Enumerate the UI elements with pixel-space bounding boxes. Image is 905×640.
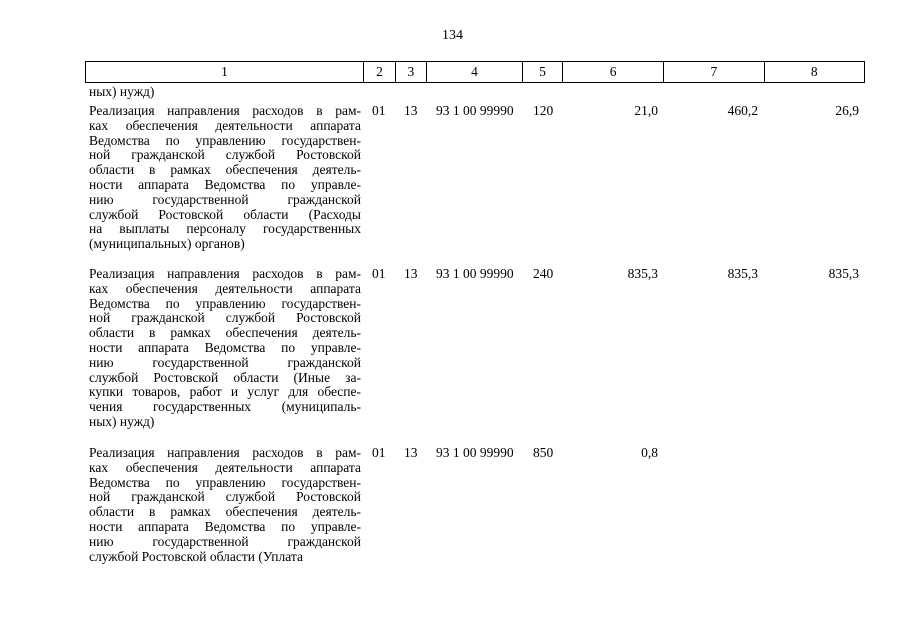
cell-c2: 01 xyxy=(372,445,386,460)
cell-c2: 01 xyxy=(372,103,386,118)
description-line: на выплаты персоналу государственных xyxy=(89,221,361,237)
description-line: Реализация направления расходов в рам- xyxy=(89,103,361,118)
description-line: Реализация направления расходов в рам- xyxy=(89,266,361,281)
cell-c8: 26,9 xyxy=(835,103,859,118)
description-line: Ведомства по управлению государствен- xyxy=(89,474,361,490)
header-col-5: 5 xyxy=(523,62,563,83)
row-description xyxy=(89,446,361,564)
description-line: нию государственной гражданской xyxy=(89,533,361,549)
description-line: (муниципальных) органов) xyxy=(89,236,245,252)
cell-c8: 835,3 xyxy=(828,266,859,281)
cell-c5: 120 xyxy=(533,103,554,118)
header-col-1: 1 xyxy=(86,62,364,83)
cell-c7: 835,3 xyxy=(727,266,758,281)
description-line: Ведомства по управлению государствен- xyxy=(89,132,361,148)
description-line: чения государственных (муниципаль- xyxy=(89,399,361,415)
description-line: нию государственной гражданской xyxy=(89,191,361,207)
description-line: ности аппарата Ведомства по управле- xyxy=(89,176,361,192)
description-line: области в рамках обеспечения деятель- xyxy=(89,325,361,341)
description-line: нию государственной гражданской xyxy=(89,354,361,370)
cell-c6: 21,0 xyxy=(634,103,658,118)
row-description xyxy=(89,104,361,252)
cell-c3: 13 xyxy=(404,103,418,118)
description-line: службой Ростовской области (Иные за- xyxy=(89,369,361,385)
description-line: ности аппарата Ведомства по управле- xyxy=(89,339,361,355)
description-line: Ведомства по управлению государствен- xyxy=(89,295,361,311)
header-col-7: 7 xyxy=(664,62,764,83)
header-col-8: 8 xyxy=(764,62,864,83)
cell-c5: 850 xyxy=(533,445,554,460)
description-line: службой Ростовской области (Расходы xyxy=(89,206,361,222)
cell-c6: 835,3 xyxy=(627,266,658,281)
page-number: 134 xyxy=(442,28,463,43)
description-line: ной гражданской службой Ростовской xyxy=(89,489,361,505)
header-col-4: 4 xyxy=(426,62,522,83)
cell-c2: 01 xyxy=(372,266,386,281)
description-line: ной гражданской службой Ростовской xyxy=(89,147,361,163)
cell-c4: 93 1 00 99990 xyxy=(436,103,514,118)
description-line: ках обеспечения деятельности аппарата xyxy=(89,117,361,133)
description-line: купки товаров, работ и услуг для обеспе- xyxy=(89,384,361,400)
header-col-6: 6 xyxy=(562,62,663,83)
cell-c6: 0,8 xyxy=(641,445,658,460)
description-line: ной гражданской службой Ростовской xyxy=(89,310,361,326)
cell-c7: 460,2 xyxy=(727,103,758,118)
description-line: области в рамках обеспечения деятель- xyxy=(89,162,361,178)
description-line: ках обеспечения деятельности аппарата xyxy=(89,459,361,475)
description-line: Реализация направления расходов в рам- xyxy=(89,445,361,460)
cell-c4: 93 1 00 99990 xyxy=(436,445,514,460)
continuation-text: ных) нужд) xyxy=(89,84,155,99)
header-col-2: 2 xyxy=(364,62,396,83)
table-header xyxy=(85,61,865,83)
cell-c3: 13 xyxy=(404,266,418,281)
description-line: службой Ростовской области (Уплата xyxy=(89,548,303,564)
description-line: ных) нужд) xyxy=(89,413,155,429)
cell-c3: 13 xyxy=(404,445,418,460)
header-col-3: 3 xyxy=(395,62,426,83)
description-line: области в рамках обеспечения деятель- xyxy=(89,504,361,520)
row-description xyxy=(89,267,361,430)
cell-c5: 240 xyxy=(533,266,554,281)
description-line: ках обеспечения деятельности аппарата xyxy=(89,280,361,296)
description-line: ности аппарата Ведомства по управле- xyxy=(89,518,361,534)
cell-c4: 93 1 00 99990 xyxy=(436,266,514,281)
